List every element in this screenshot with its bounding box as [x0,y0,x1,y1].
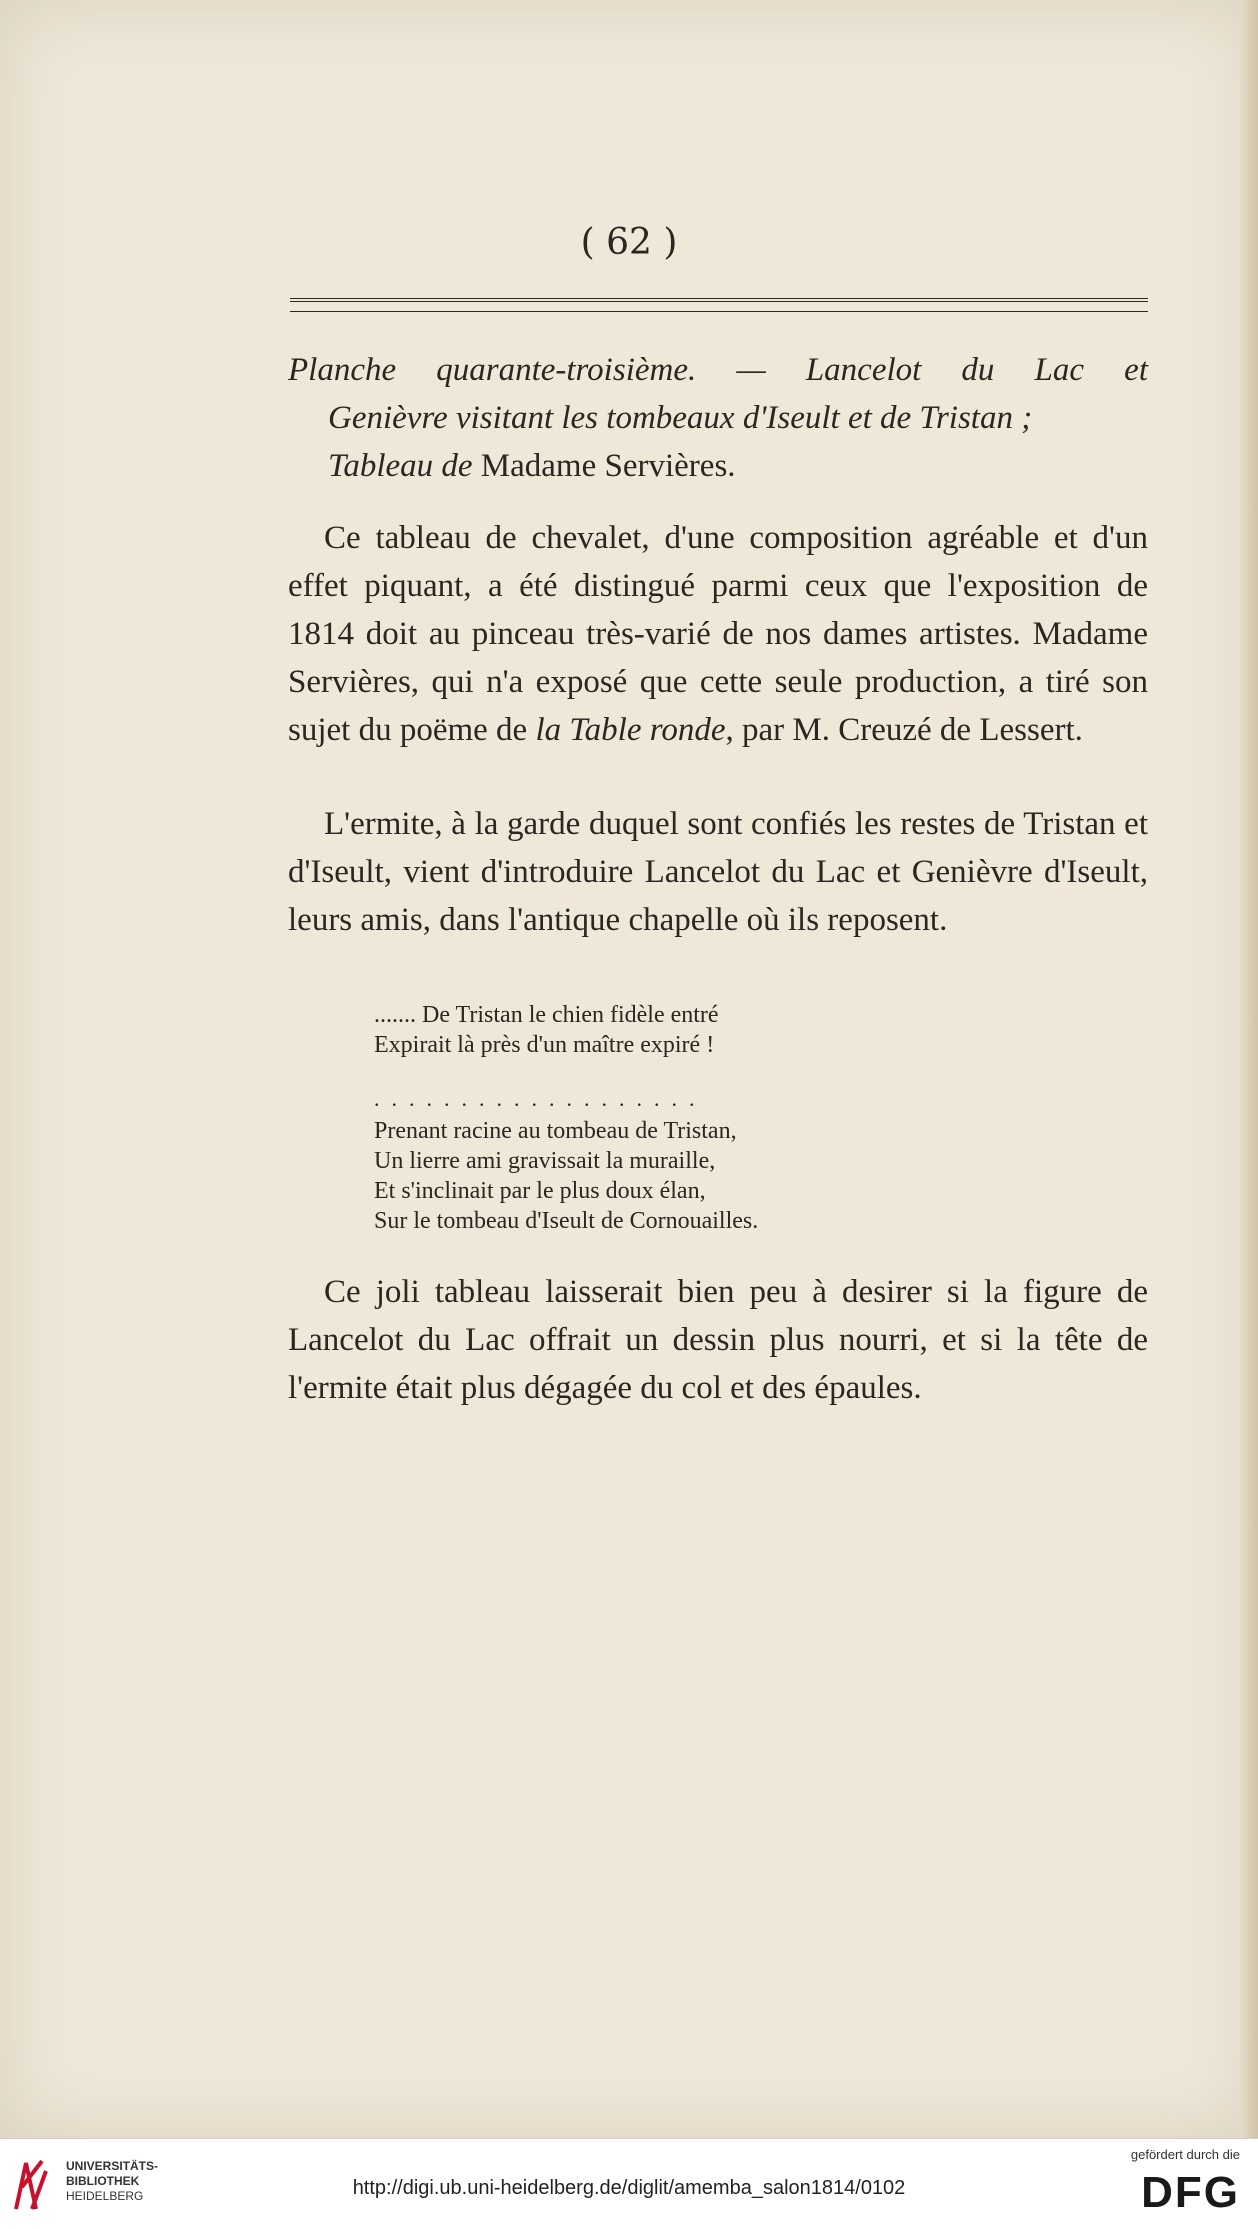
library-name-line-2: BIBLIOTHEK [66,2174,140,2188]
caption-line-1: Planche quarante-troisième. — Lancelot du Lac et [288,352,1148,388]
paragraph-1 [288,514,1148,754]
library-name-line-3: HEIDELBERG [66,2189,144,2203]
caption-line-2: Genièvre visitant les tombeaux d'Iseult et de Tristan ; [328,400,1033,436]
verse-line: Expirait là près d'un maître expiré ! [374,1032,715,1058]
paragraph-3: Ce joli tableau laisserait bien peu à desirer si la figure de Lancelot du Lac offrait un dessin plus nourri, et si la tête de l'ermite était plus dégagée du col et des épaules. [288,1274,1148,1406]
dfg-logo: DFG [1141,2168,1240,2217]
library-name-line-1: UNIVERSITÄTS- [66,2159,159,2173]
verse-stanza-2 [374,1116,974,1236]
verse-line: Et s'inclinait par le plus doux élan, [374,1178,706,1204]
page-number: ( 62 ) [580,222,678,263]
header-rule [290,298,1148,312]
page-edge-shadow [1240,0,1258,2138]
verse-ellipsis: ................... [374,1086,707,1111]
permalink-url[interactable]: http://digi.ub.uni-heidelberg.de/diglit/amemba_salon1814/0102 [352,2177,906,2199]
funding-note: gefördert durch die [1130,2147,1240,2162]
paragraph-1-end: , par M. Creuzé de Lessert. [725,712,1083,748]
verse-line: Un lierre ami gravissait la muraille, [374,1148,716,1174]
verse-line: Sur le tombeau d'Iseult de Cornouailles. [374,1208,759,1234]
footer-bar [0,2138,1258,2229]
verse-stanza-1 [374,1000,974,1060]
plate-caption [288,346,1148,490]
caption-line-3-roman: Madame Servières. [472,448,736,484]
verse-line: Prenant racine au tombeau de Tristan, [374,1118,737,1144]
paragraph-1-start: Ce tableau de chevalet, d'une composition agréable et d'un effet piquant, a été distingué parmi ceux que l'exposition de 1814 doit au pinceau très-varié de nos dames artistes. Madame Servières, qui n'a exposé que cette seule production, a tiré son sujet du poëme de [288,520,1148,748]
verse-line: ....... De Tristan le chien fidèle entré [374,1002,719,1028]
poem-title: la Table ronde [535,712,726,748]
caption-line-3 [288,442,1148,490]
caption-line-3-italic: Tableau de [328,448,473,484]
paragraph-2: L'ermite, à la garde duquel sont confiés les restes de Tristan et d'Iseult, vient d'introduire Lancelot du Lac et Genièvre d'Iseult, leurs amis, dans l'antique chapelle où ils reposent. [288,806,1148,938]
